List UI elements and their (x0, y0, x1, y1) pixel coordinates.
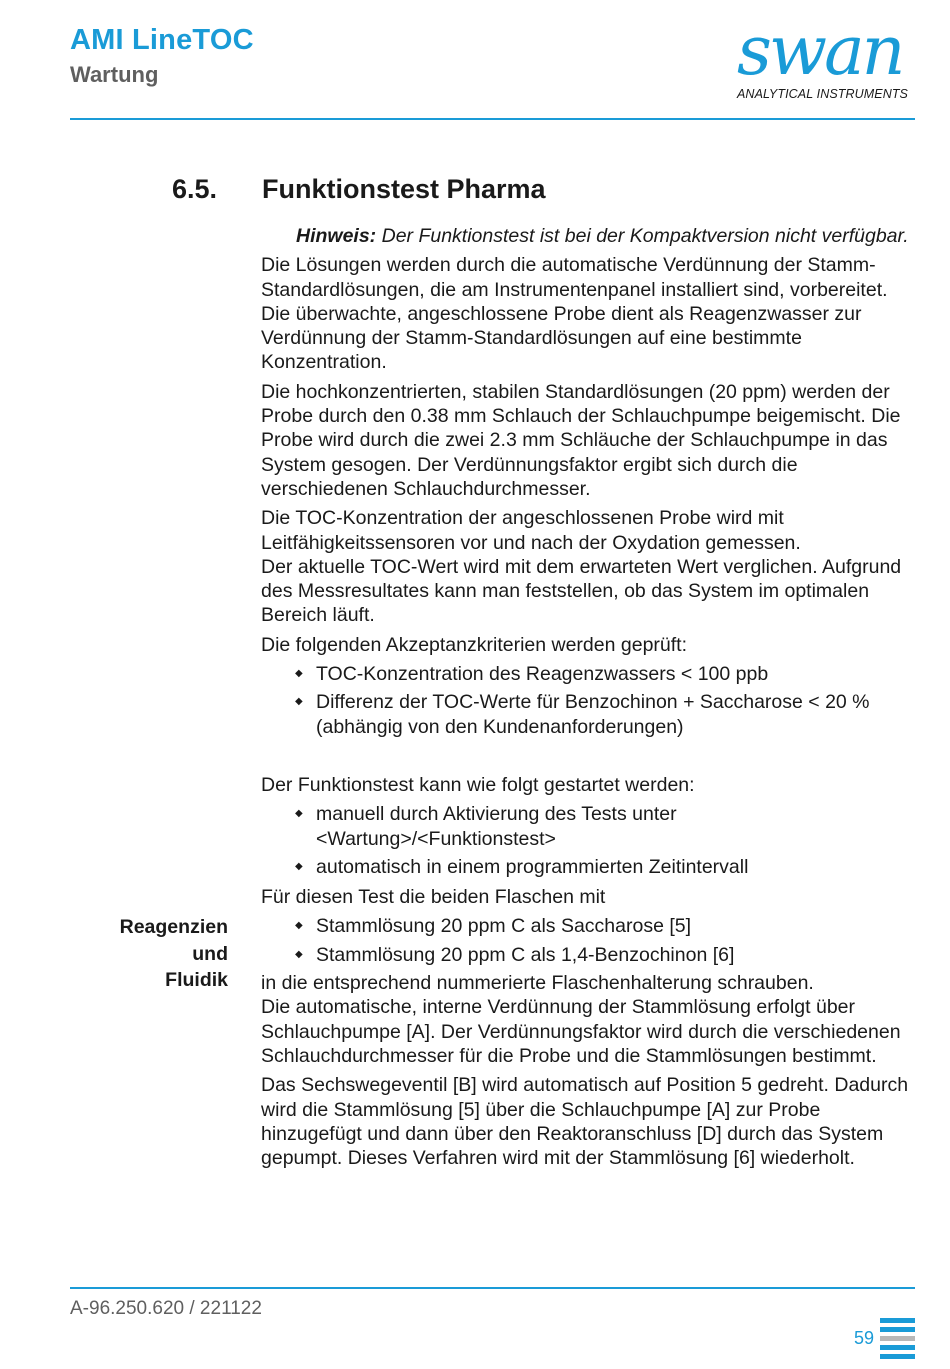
list-item: ◆ TOC-Konzentration des Reagenzwassers < 100 ppb (316, 662, 921, 686)
paragraph: Der Funktionstest kann wie folgt gestartet werden: (261, 773, 695, 796)
list-item: ◆ automatisch in einem programmierten Zeitintervall (316, 855, 921, 879)
side-heading-line: Fluidik (165, 969, 228, 991)
document-code: A-96.250.620 / 221122 (70, 1298, 262, 1319)
main-content (261, 224, 921, 1175)
paragraph: Für diesen Test die beiden Flaschen mit (261, 886, 606, 909)
swan-logo (735, 14, 917, 104)
list-item: ◆ manuell durch Aktivierung des Tests unter <Wartung>/<Funktionstest> (316, 802, 921, 851)
list-item: ◆ Stammlösung 20 ppm C als 1,4-Benzochinon [6] (316, 943, 921, 967)
section-title: Funktionstest Pharma (262, 174, 546, 204)
paragraph: Die TOC-Konzentration der angeschlossenen Probe wird mit Leitfähigkeitssensoren vor und nach der Oxydation gemessen. (261, 507, 801, 554)
logo-wordmark: swan (737, 12, 903, 91)
side-heading-line: und (192, 942, 228, 965)
header-divider (70, 118, 915, 120)
reagent-list (261, 914, 921, 967)
section-number: 6.5. (172, 174, 218, 204)
paragraph: Die automatische, interne Verdünnung der Stammlösung erfolgt über Schlauchpumpe [A]. Der Verdünnungsfaktor wird durch die verschiedenen Schlauchdurchmesser für die Probe und die Stammlösungen bestimmt. (261, 996, 901, 1067)
note-label: Hinweis: (296, 225, 377, 247)
criteria-list (261, 662, 921, 739)
note (261, 224, 921, 248)
list-item: ◆ Differenz der TOC-Werte für Benzochinon + Saccharose < 20 % (abhängig von den Kundenanforderungen) (316, 690, 921, 739)
side-heading-line: Reagenzien (119, 916, 228, 938)
side-heading (80, 914, 228, 994)
footer-divider (70, 1287, 915, 1289)
paragraph: Die hochkonzentrierten, stabilen Standardlösungen (20 ppm) werden der Probe durch den 0.38 mm Schlauch der Schlauchpumpe beigemischt. Die Probe wird durch die zwei 2.3 mm Schläuche der Schlauchpumpe in das System gesogen. Der Verdünnungsfaktor ergibt sich durch die verschiedenen Schlauchdurchmesser. (261, 380, 901, 500)
product-title: AMI LineTOC (70, 24, 254, 56)
page-number: 59 (853, 1328, 874, 1348)
page-bars-icon (880, 1318, 915, 1363)
logo-tagline: ANALYTICAL INSTRUMENTS (737, 87, 908, 101)
paragraph: Das Sechswegeventil [B] wird automatisch auf Position 5 gedreht. Dadurch wird die Stammlösung [5] über die Schlauchpumpe [A] zur Probe hinzugefügt und dann über den Reaktoranschluss [D] durch das System gepumpt. Dieses Verfahren wird mit der Stammlösung [6] wiederholt. (261, 1074, 909, 1170)
paragraph: Die folgenden Akzeptanzkriterien werden geprüft: (261, 633, 688, 656)
start-options-list (261, 802, 921, 879)
chapter-title: Wartung (70, 62, 159, 87)
paragraph: Der aktuelle TOC-Wert wird mit dem erwarteten Wert verglichen. Aufgrund des Messresultates kann man feststellen, ob das System im optimalen Bereich läuft. (261, 555, 902, 627)
list-item: ◆ Stammlösung 20 ppm C als Saccharose [5] (316, 914, 921, 938)
paragraph: Die Lösungen werden durch die automatische Verdünnung der Stamm-Standardlösungen, die am Instrumentenpanel installiert sind, vorbereitet. Die überwachte, angeschlossene Probe dient als Reagenzwasser zur Verdünnung der Stamm-Standardlösungen auf eine bestimmte Konzentration. (261, 254, 888, 374)
note-text: Der Funktionstest ist bei der Kompaktversion nicht verfügbar. (376, 225, 909, 247)
paragraph: in die entsprechend nummerierte Flaschenhalterung schrauben. (261, 972, 814, 995)
